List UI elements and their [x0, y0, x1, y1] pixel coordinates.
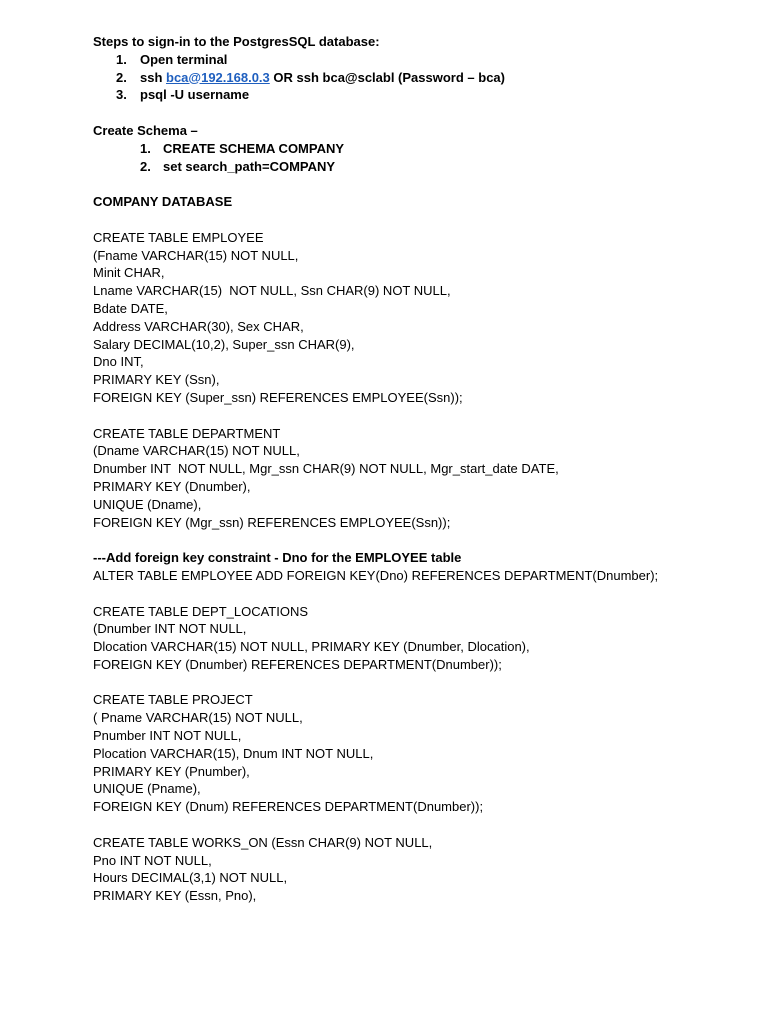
code-line: UNIQUE (Pname), — [93, 781, 201, 797]
signin-step-3 — [93, 86, 748, 104]
ssh-address-link[interactable]: bca@192.168.0.3 — [166, 69, 270, 85]
spacer — [93, 585, 748, 603]
code-line: Pnumber INT NOT NULL, — [93, 728, 242, 744]
works-on-table-block — [93, 834, 748, 905]
employee-table-block — [93, 229, 748, 407]
code-line: Salary DECIMAL(10,2), Super_ssn CHAR(9), — [93, 336, 355, 352]
step-number: 1. — [140, 140, 151, 156]
spacer — [93, 175, 748, 193]
code-line: PRIMARY KEY (Dnumber), — [93, 478, 251, 494]
step-text-prefix: ssh — [140, 69, 167, 85]
company-database-heading: COMPANY DATABASE — [93, 194, 233, 210]
code-line: (Fname VARCHAR(15) NOT NULL, — [93, 247, 299, 263]
code-line: Minit CHAR, — [93, 265, 165, 281]
code-line: FOREIGN KEY (Dnumber) REFERENCES DEPARTMENT(Dnumber)); — [93, 656, 502, 672]
schema-step-2 — [93, 158, 748, 176]
signin-steps-list — [93, 51, 748, 104]
alter-heading: ---Add foreign key constraint - Dno for the EMPLOYEE table — [93, 550, 462, 566]
code-line: Lname VARCHAR(15) NOT NULL, Ssn CHAR(9) NOT NULL, — [93, 283, 451, 299]
code-line: Dnumber INT NOT NULL, Mgr_ssn CHAR(9) NOT NULL, Mgr_start_date DATE, — [93, 461, 559, 477]
code-line: PRIMARY KEY (Pnumber), — [93, 763, 250, 779]
schema-steps-list — [93, 140, 748, 176]
signin-heading: Steps to sign-in to the PostgresSQL database: — [93, 34, 380, 49]
code-line: CREATE TABLE DEPARTMENT — [93, 425, 281, 441]
code-line: CREATE TABLE DEPT_LOCATIONS — [93, 603, 309, 619]
code-line: PRIMARY KEY (Ssn), — [93, 372, 220, 388]
code-line: FOREIGN KEY (Dnum) REFERENCES DEPARTMENT(Dnumber)); — [93, 799, 484, 815]
code-line: Pno INT NOT NULL, — [93, 852, 212, 868]
code-line: Address VARCHAR(30), Sex CHAR, — [93, 318, 304, 334]
signin-step-2 — [93, 69, 748, 87]
dept-locations-table-block — [93, 603, 748, 674]
schema-heading: Create Schema – — [93, 122, 198, 138]
spacer — [93, 531, 748, 549]
code-line: FOREIGN KEY (Super_ssn) REFERENCES EMPLOYEE(Ssn)); — [93, 389, 463, 405]
schema-step-1 — [93, 140, 748, 158]
spacer — [93, 816, 748, 834]
step-number: 1. — [116, 51, 127, 67]
alter-statement: ALTER TABLE EMPLOYEE ADD FOREIGN KEY(Dno) REFERENCES DEPARTMENT(Dnumber); — [93, 567, 659, 583]
step-number: 3. — [116, 87, 127, 103]
code-line: FOREIGN KEY (Mgr_ssn) REFERENCES EMPLOYEE(Ssn)); — [93, 514, 451, 530]
step-number: 2. — [140, 158, 151, 174]
code-line: Dno INT, — [93, 354, 144, 370]
code-line: Dlocation VARCHAR(15) NOT NULL, PRIMARY KEY (Dnumber, Dlocation), — [93, 639, 530, 655]
spacer — [93, 211, 748, 229]
step-text: set search_path=COMPANY — [163, 158, 336, 174]
spacer — [93, 674, 748, 692]
code-line: PRIMARY KEY (Essn, Pno), — [93, 888, 257, 904]
signin-step-1 — [93, 51, 748, 69]
code-line: ( Pname VARCHAR(15) NOT NULL, — [93, 710, 303, 726]
spacer — [93, 104, 748, 122]
code-line: UNIQUE (Dname), — [93, 496, 202, 512]
code-line: Bdate DATE, — [93, 300, 168, 316]
code-line: (Dnumber INT NOT NULL, — [93, 621, 247, 637]
department-table-block — [93, 425, 748, 532]
code-line: (Dname VARCHAR(15) NOT NULL, — [93, 443, 300, 459]
code-line: CREATE TABLE EMPLOYEE — [93, 229, 264, 245]
project-table-block — [93, 691, 748, 816]
code-line: Plocation VARCHAR(15), Dnum INT NOT NULL, — [93, 745, 374, 761]
code-line: CREATE TABLE PROJECT — [93, 692, 253, 708]
step-text: psql -U username — [140, 87, 250, 103]
step-text: CREATE SCHEMA COMPANY — [163, 140, 345, 156]
spacer — [93, 407, 748, 425]
step-number: 2. — [116, 69, 127, 85]
step-text-suffix: OR ssh bca@sclabl (Password – bca) — [269, 69, 505, 85]
code-line: Hours DECIMAL(3,1) NOT NULL, — [93, 870, 288, 886]
step-text: Open terminal — [140, 51, 228, 67]
code-line: CREATE TABLE WORKS_ON (Essn CHAR(9) NOT NULL, — [93, 834, 433, 850]
